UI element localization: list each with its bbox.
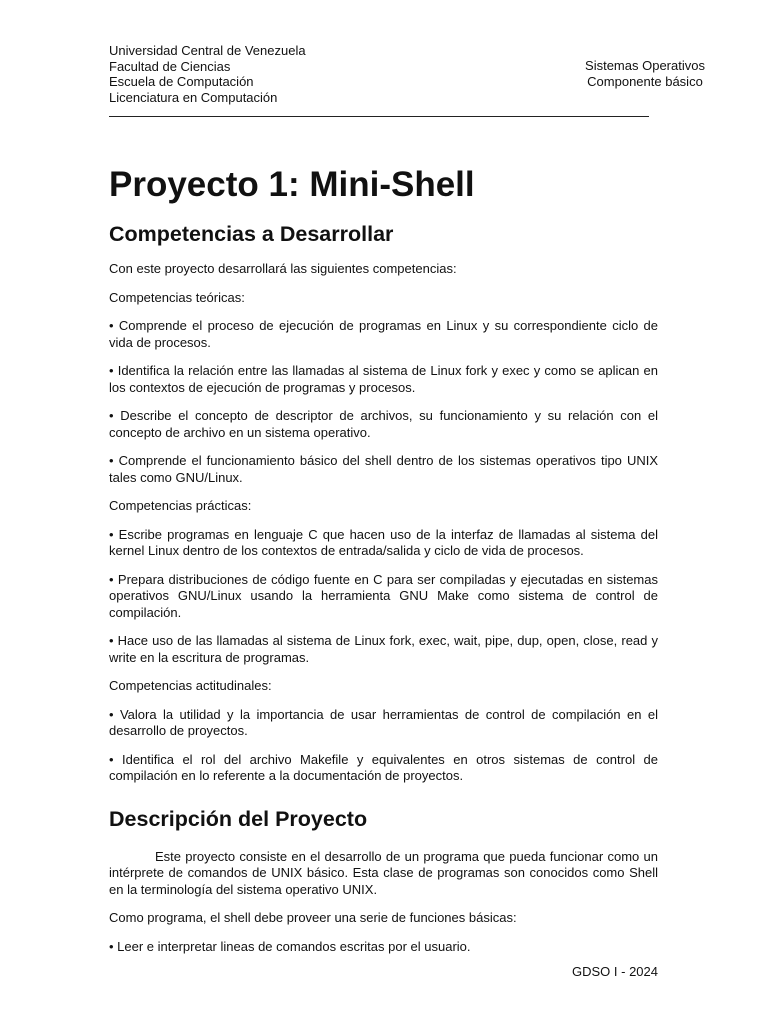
institution-header: [109, 43, 306, 105]
actitudinal-item: • Valora la utilidad y la importancia de usar herramientas de control de compilación en el desarrollo de proyectos.: [109, 706, 658, 738]
practicas-label: Competencias prácticas:: [109, 498, 252, 513]
faculty-name: Facultad de Ciencias: [109, 58, 231, 74]
header-divider: [109, 116, 649, 117]
competencias-intro: Con este proyecto desarrollará las siguientes competencias:: [109, 261, 457, 276]
practica-item: • Escribe programas en lenguaje C que hacen uso de la interfaz de llamadas al sistema del kernel Linux dentro de los contextos de entrada/salida y ciclo de vida de procesos.: [109, 526, 658, 558]
school-name: Escuela de Computación: [109, 74, 254, 89]
funcion-item: • Leer e interpretar lineas de comandos escritas por el usuario.: [109, 938, 471, 954]
document-body: [109, 163, 658, 967]
funciones-intro: Como programa, el shell debe proveer una serie de funciones básicas:: [109, 910, 517, 925]
page-footer: GDSO I - 2024: [572, 964, 658, 979]
degree-name: Licenciatura en Computación: [109, 89, 278, 105]
course-component: Componente básico: [587, 73, 703, 89]
university-name: Universidad Central de Venezuela: [109, 43, 306, 58]
course-name: Sistemas Operativos: [585, 58, 705, 73]
practica-item: • Prepara distribuciones de código fuente en C para ser compiladas y ejecutadas en sistemas operativos GNU/Linux usando la herramienta GNU Make como sistema de control de compilación.: [109, 571, 658, 620]
descripcion-paragraph: Este proyecto consiste en el desarrollo de un programa que pueda funcionar como un intérprete de comandos de UNIX básico. Esta clase de programas son conocidos como Shell en la terminología del sistema operativo UNIX.: [109, 848, 658, 897]
teorica-item: • Identifica la relación entre las llamadas al sistema de Linux fork y exec y como se aplican en los contextos de ejecución de programas y procesos.: [109, 363, 658, 395]
actitudinales-label: Competencias actitudinales:: [109, 678, 272, 693]
section-heading-descripcion: Descripción del Proyecto: [109, 806, 368, 831]
teoricas-label: Competencias teóricas:: [109, 289, 245, 305]
section-heading-competencias: Competencias a Desarrollar: [109, 222, 394, 246]
teorica-item: • Describe el concepto de descriptor de archivos, su funcionamiento y su relación con el concepto de archivo en un sistema operativo.: [109, 408, 658, 440]
teorica-item: • Comprende el proceso de ejecución de programas en Linux y su correspondiente ciclo de vida de procesos.: [109, 318, 658, 350]
document-title: Proyecto 1: Mini-Shell: [109, 165, 475, 204]
practica-item: • Hace uso de las llamadas al sistema de Linux fork, exec, wait, pipe, dup, open, close, read y write en la escritura de programas.: [109, 633, 658, 665]
teorica-item: • Comprende el funcionamiento básico del shell dentro de los sistemas operativos tipo UNIX tales como GNU/Linux.: [109, 453, 658, 485]
course-header: [570, 58, 720, 89]
actitudinal-item: • Identifica el rol del archivo Makefile y equivalentes en otros sistemas de control de compilación en lo referente a la documentación de proyectos.: [109, 751, 658, 783]
